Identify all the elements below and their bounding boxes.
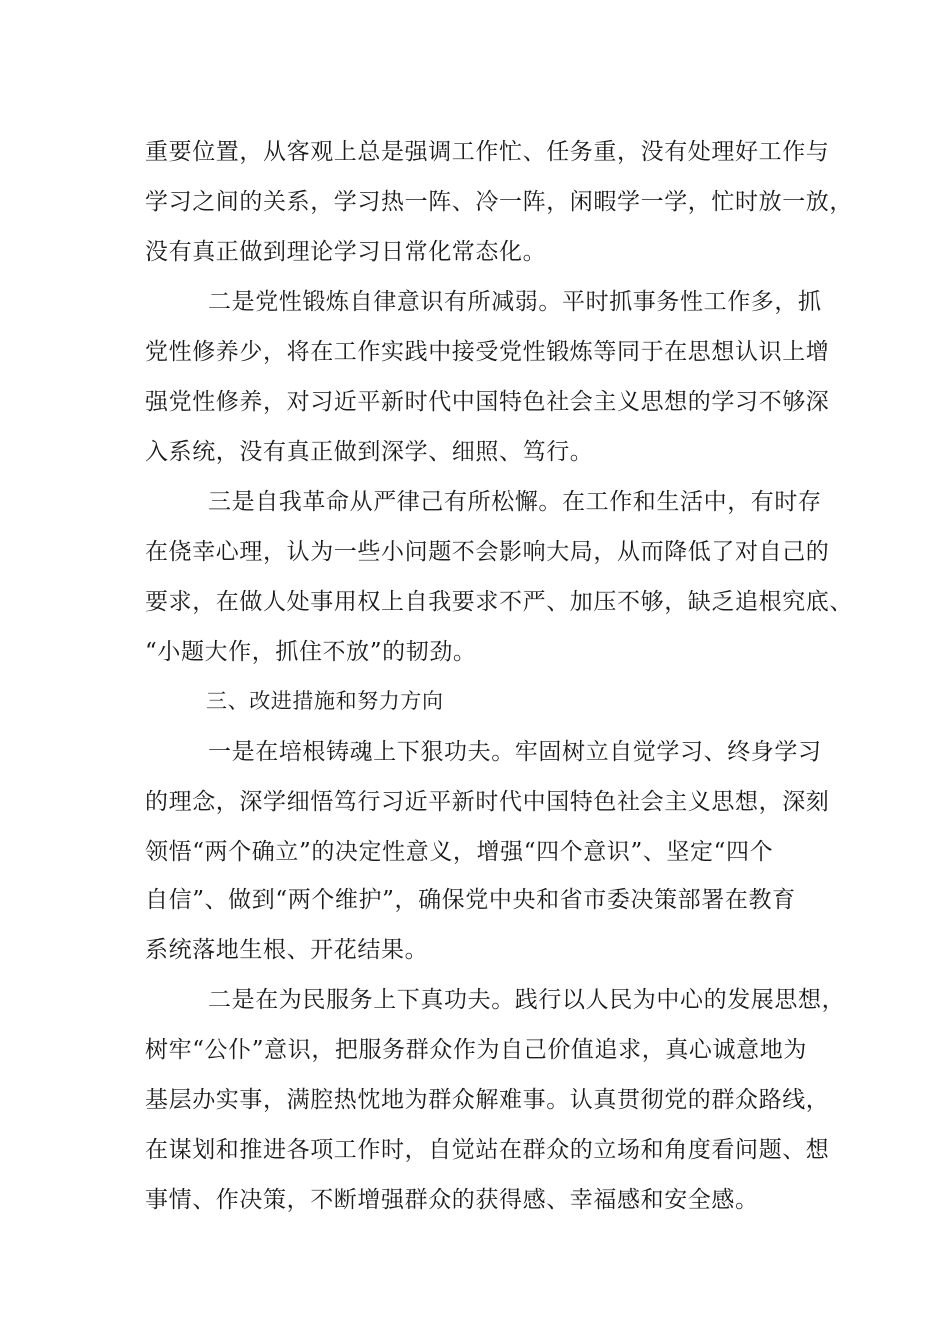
paragraph-line: 二是党性锻炼自律意识有所减弱。平时抓事务性工作多，抓: [208, 289, 822, 315]
paragraph-line: 一是在培根铸魂上下狠功夫。牢固树立自觉学习、终身学习: [208, 739, 822, 765]
paragraph-line: 学习之间的关系，学习热一阵、冷一阵，闲暇学一学，忙时放一放，: [145, 189, 853, 215]
paragraph-line: 自信”、做到“两个维护”，确保党中央和省市委决策部署在教育: [145, 887, 796, 913]
paragraph-line: 树牢“公仆”意识，把服务群众作为自己价值追求，真心诚意地为: [145, 1037, 807, 1063]
paragraph-line: 在谋划和推进各项工作时，自觉站在群众的立场和角度看问题、想: [145, 1137, 830, 1163]
paragraph-line: 基层办实事，满腔热忱地为群众解难事。认真贯彻党的群众路线，: [145, 1087, 830, 1113]
paragraph-line: 没有真正做到理论学习日常化常态化。: [145, 239, 547, 265]
paragraph-line: 在侥幸心理，认为一些小问题不会影响大局，从而降低了对自己的: [145, 539, 830, 565]
paragraph-line: 重要位置，从客观上总是强调工作忙、任务重，没有处理好工作与: [145, 139, 830, 165]
paragraph-line: 入系统，没有真正做到深学、细照、笃行。: [145, 439, 594, 465]
paragraph-line: 二是在为民服务上下真功夫。践行以人民为中心的发展思想，: [208, 987, 846, 1013]
section-heading: 三、改进措施和努力方向: [206, 689, 444, 713]
paragraph-line: 领悟“两个确立”的决定性意义，增强“四个意识”、坚定“四个: [145, 839, 774, 865]
paragraph-line: 强党性修养，对习近平新时代中国特色社会主义思想的学习不够深: [145, 389, 830, 415]
paragraph-line: 的理念，深学细悟笃行习近平新时代中国特色社会主义思想，深刻: [145, 789, 830, 815]
paragraph-line: 要求，在做人处事用权上自我要求不严、加压不够，缺乏追根究底、: [145, 589, 853, 615]
paragraph-line: 党性修养少，将在工作实践中接受党性锻炼等同于在思想认识上增: [145, 339, 830, 365]
paragraph-line: 事情、作决策，不断增强群众的获得感、幸福感和安全感。: [145, 1187, 759, 1213]
paragraph-line: “小题大作，抓住不放”的韧劲。: [145, 639, 477, 665]
paragraph-line: 三是自我革命从严律己有所松懈。在工作和生活中，有时存: [208, 489, 822, 515]
paragraph-line: 系统落地生根、开花结果。: [145, 937, 429, 963]
